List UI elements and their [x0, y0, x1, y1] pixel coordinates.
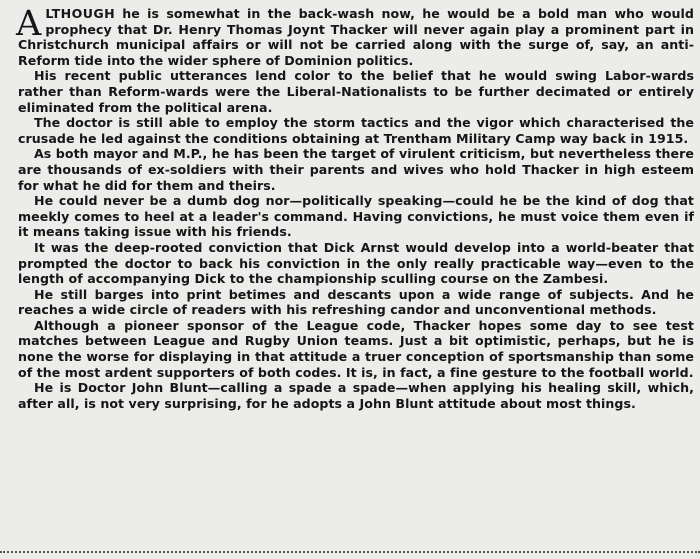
- article-paragraph: He still barges into print betimes and descants upon a wide range of subjects. And he reaches a wide circle of readers with his refreshing candor and unconventional methods.: [18, 286, 694, 318]
- lead-paragraph: [18, 6, 694, 68]
- article-paragraph: As both mayor and M.P., he has been the target of virulent criticism, but nevertheless there are thousands of ex-soldiers with their parents and wives who hold Thacker in high esteem for what he did for them and theirs.: [18, 146, 694, 193]
- article-paragraph: The doctor is still able to employ the storm tactics and the vigor which characterised the crusade he led against the conditions obtaining at Trentham Military Camp way back in 1915.: [18, 115, 694, 146]
- article-paragraph: It was the deep-rooted conviction that Dick Arnst would develop into a world-beater that prompted the doctor to back his conviction in the only really practicable way—even to the length of accompanying Dick to the championship sculling course on the Zambesi.: [18, 239, 694, 287]
- article-paragraph: He could never be a dumb dog nor—politically speaking—could he be the kind of dog that meekly comes to heel at a leader's command. Having convictions, he must voice them even if it means taking issue with his friends.: [18, 193, 694, 240]
- bottom-divider-rule: [0, 551, 700, 553]
- article-paragraph: Although a pioneer sponsor of the League code, Thacker hopes some day to see test matches between League and Rugby Union teams. Just a bit optimistic, perhaps, but he is none the worse for displaying in that attitude a truer conception of sportsmanship than some of the most ardent supporters of both codes. It is, in fact, a fine gesture to the football world.: [18, 317, 694, 380]
- drop-cap: A: [16, 4, 42, 44]
- lead-paragraph-text: he is somewhat in the back-wash now, he would be a bold man who would prophecy that Dr. Henry Thomas Joynt Thacker will never again play a prominent part in Christchurch municipal affairs or will not be carried along with the surge of, say, an anti-Reform tide into the wider sphere of Dominion politics.: [18, 6, 694, 68]
- lead-caps: LTHOUGH: [45, 6, 116, 21]
- article-paragraph: He is Doctor John Blunt—calling a spade a spade—when applying his healing skill, which, after all, is not very surprising, for he adopts a John Blunt attitude about most things.: [18, 380, 694, 411]
- article-paragraph: His recent public utterances lend color to the belief that he would swing Labor-wards rather than Reform-wards were the Liberal-Nationalists to be further decimated or entirely eliminated from the political arena.: [18, 68, 694, 115]
